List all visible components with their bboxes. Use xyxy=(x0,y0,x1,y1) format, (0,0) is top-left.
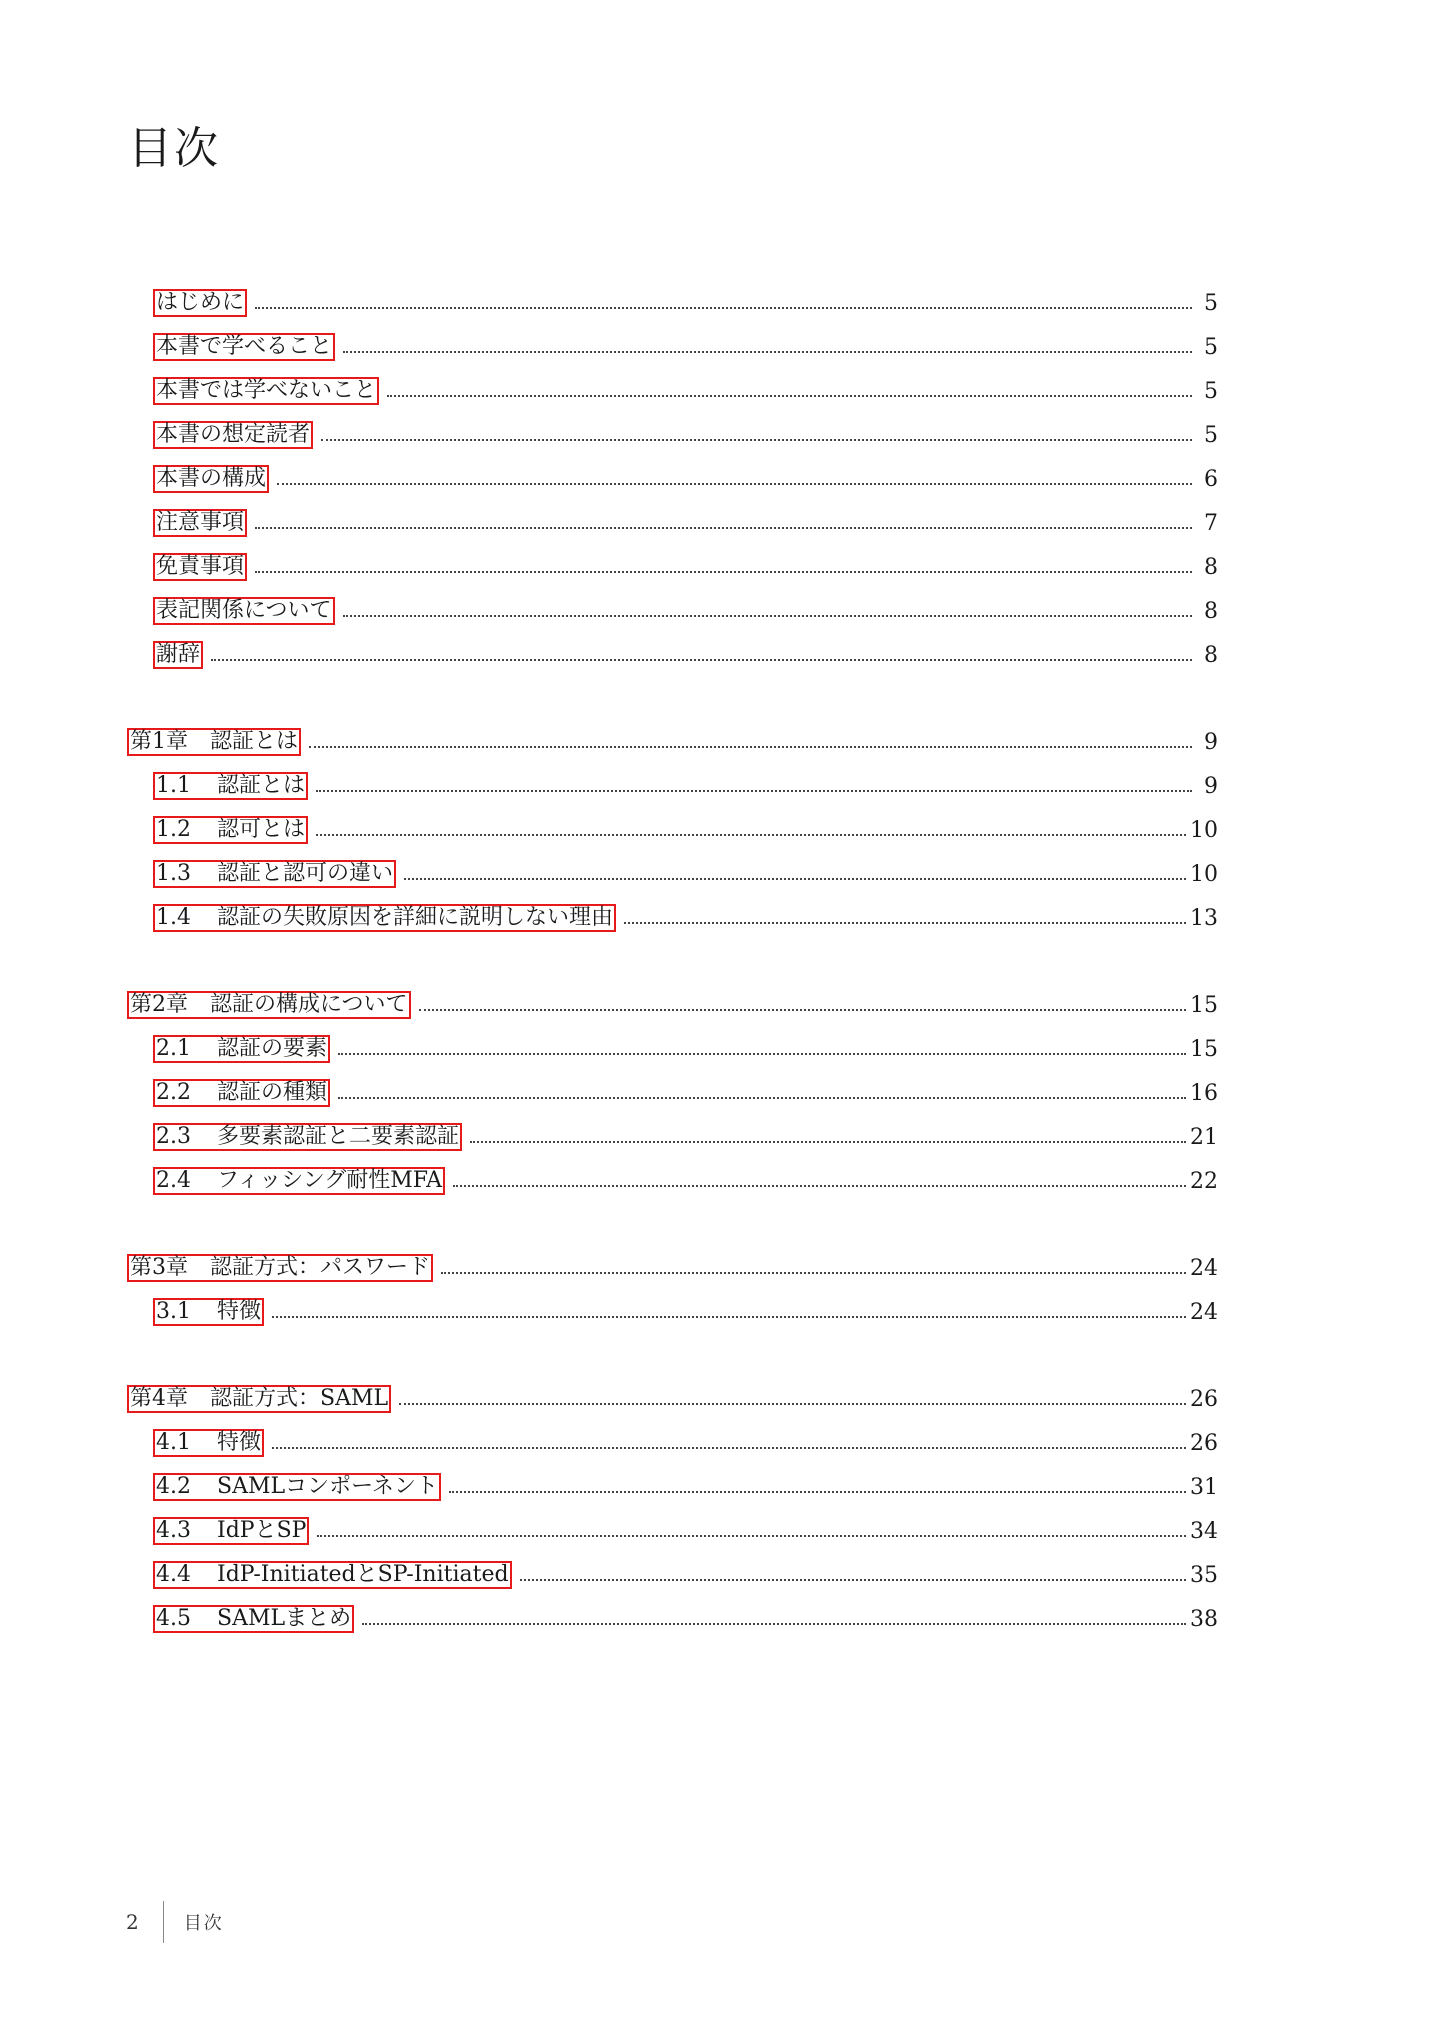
page-number: 5 xyxy=(1204,291,1218,316)
dot-leader xyxy=(520,1579,1186,1581)
dot-leader xyxy=(317,1535,1186,1537)
page-number: 24 xyxy=(1190,1300,1218,1325)
page-number: 21 xyxy=(1190,1125,1218,1150)
toc-link[interactable]: 本書で学べること xyxy=(153,333,335,361)
toc-link[interactable]: 本書の構成 xyxy=(153,465,269,493)
section-link[interactable]: 1.2 認可とは xyxy=(153,816,308,844)
section-link[interactable]: 4.5 SAMLまとめ xyxy=(153,1605,354,1633)
dot-leader xyxy=(255,527,1192,529)
toc-chapter-4 xyxy=(127,1381,1218,1413)
page-title: 目次 xyxy=(128,123,220,174)
dot-leader xyxy=(441,1272,1186,1274)
dot-leader xyxy=(211,659,1192,661)
page-number: 16 xyxy=(1190,1081,1218,1106)
toc-section xyxy=(153,1425,1218,1457)
dot-leader xyxy=(338,1097,1186,1099)
page-number: 26 xyxy=(1190,1431,1218,1456)
dot-leader xyxy=(338,1053,1186,1055)
toc-entry xyxy=(153,329,1218,361)
footer-divider xyxy=(163,1901,164,1943)
toc-entry xyxy=(153,505,1218,537)
dot-leader xyxy=(387,395,1192,397)
dot-leader xyxy=(343,615,1192,617)
toc-section xyxy=(153,1469,1218,1501)
toc-link[interactable]: 免責事項 xyxy=(153,553,247,581)
page-number: 7 xyxy=(1204,511,1218,536)
dot-leader xyxy=(321,439,1192,441)
toc-entry xyxy=(153,461,1218,493)
dot-leader xyxy=(404,878,1186,880)
section-link[interactable]: 4.3 IdPとSP xyxy=(153,1517,309,1545)
page-number: 10 xyxy=(1190,818,1218,843)
dot-leader xyxy=(272,1447,1186,1449)
dot-leader xyxy=(453,1185,1186,1187)
page-number: 8 xyxy=(1204,555,1218,580)
page-footer xyxy=(126,1905,224,1939)
toc-section xyxy=(153,1031,1218,1063)
toc-section xyxy=(153,900,1218,932)
toc-entry xyxy=(153,593,1218,625)
chapter-link[interactable]: 第4章 認証方式：SAML xyxy=(127,1385,391,1413)
dot-leader xyxy=(624,922,1186,924)
page-number: 6 xyxy=(1204,467,1218,492)
toc-entry xyxy=(153,373,1218,405)
toc-entry-hajimeni xyxy=(153,285,1218,317)
dot-leader xyxy=(277,483,1192,485)
dot-leader xyxy=(316,790,1192,792)
section-link[interactable]: 3.1 特徴 xyxy=(153,1298,264,1326)
toc-link[interactable]: 謝辞 xyxy=(153,641,203,669)
toc-section xyxy=(153,1513,1218,1545)
toc-section xyxy=(153,768,1218,800)
page-number: 8 xyxy=(1204,599,1218,624)
toc-link[interactable]: 本書の想定読者 xyxy=(153,421,313,449)
dot-leader xyxy=(309,746,1192,748)
page-number: 22 xyxy=(1190,1169,1218,1194)
page-number: 31 xyxy=(1190,1475,1218,1500)
dot-leader xyxy=(399,1403,1186,1405)
dot-leader xyxy=(343,351,1192,353)
toc-section xyxy=(153,1294,1218,1326)
dot-leader xyxy=(272,1316,1186,1318)
toc-link[interactable]: 本書では学べないこと xyxy=(153,377,379,405)
toc-section xyxy=(153,1601,1218,1633)
dot-leader xyxy=(316,834,1186,836)
chapter-link[interactable]: 第3章 認証方式：パスワード xyxy=(127,1254,433,1282)
section-link[interactable]: 4.1 特徴 xyxy=(153,1429,264,1457)
toc-section xyxy=(153,1119,1218,1151)
section-link[interactable]: 4.4 IdP-InitiatedとSP-Initiated xyxy=(153,1561,512,1589)
page-number: 15 xyxy=(1190,1037,1218,1062)
page-number: 9 xyxy=(1204,774,1218,799)
toc-link[interactable]: はじめに xyxy=(153,289,247,317)
page-number: 34 xyxy=(1190,1519,1218,1544)
page-number: 10 xyxy=(1190,862,1218,887)
page-number: 35 xyxy=(1190,1563,1218,1588)
dot-leader xyxy=(255,307,1192,309)
page-number: 13 xyxy=(1190,906,1218,931)
toc-entry xyxy=(153,637,1218,669)
page-number: 15 xyxy=(1190,993,1218,1018)
section-link[interactable]: 2.1 認証の要素 xyxy=(153,1035,330,1063)
toc-chapter-1 xyxy=(127,724,1218,756)
toc-section xyxy=(153,1163,1218,1195)
page-number: 24 xyxy=(1190,1256,1218,1281)
toc-section xyxy=(153,1075,1218,1107)
dot-leader xyxy=(255,571,1192,573)
toc-entry xyxy=(153,417,1218,449)
page-number: 5 xyxy=(1204,379,1218,404)
dot-leader xyxy=(449,1491,1186,1493)
page-number: 26 xyxy=(1190,1387,1218,1412)
toc-section xyxy=(153,812,1218,844)
footer-page-number: 2 xyxy=(126,1910,139,1934)
toc-chapter-3 xyxy=(127,1250,1218,1282)
footer-section-name: 目次 xyxy=(183,1913,224,1934)
toc-chapter-2 xyxy=(127,987,1218,1019)
toc-link[interactable]: 注意事項 xyxy=(153,509,247,537)
page-number: 5 xyxy=(1204,423,1218,448)
section-link[interactable]: 2.2 認証の種類 xyxy=(153,1079,330,1107)
page-number: 38 xyxy=(1190,1607,1218,1632)
page-number: 9 xyxy=(1204,730,1218,755)
page-number: 5 xyxy=(1204,335,1218,360)
section-link[interactable]: 2.3 多要素認証と二要素認証 xyxy=(153,1123,462,1151)
section-link[interactable]: 1.4 認証の失敗原因を詳細に説明しない理由 xyxy=(153,904,616,932)
chapter-link[interactable]: 第2章 認証の構成について xyxy=(127,991,411,1019)
dot-leader xyxy=(362,1623,1186,1625)
section-link[interactable]: 2.4 フィッシング耐性MFA xyxy=(153,1167,445,1195)
section-link[interactable]: 4.2 SAMLコンポーネント xyxy=(153,1473,441,1501)
dot-leader xyxy=(470,1141,1186,1143)
page-number: 8 xyxy=(1204,643,1218,668)
dot-leader xyxy=(419,1009,1186,1011)
chapter-link[interactable]: 第1章 認証とは xyxy=(127,728,301,756)
section-link[interactable]: 1.1 認証とは xyxy=(153,772,308,800)
toc-link[interactable]: 表記関係について xyxy=(153,597,335,625)
toc-section xyxy=(153,856,1218,888)
section-link[interactable]: 1.3 認証と認可の違い xyxy=(153,860,396,888)
toc-section xyxy=(153,1557,1218,1589)
toc-entry xyxy=(153,549,1218,581)
